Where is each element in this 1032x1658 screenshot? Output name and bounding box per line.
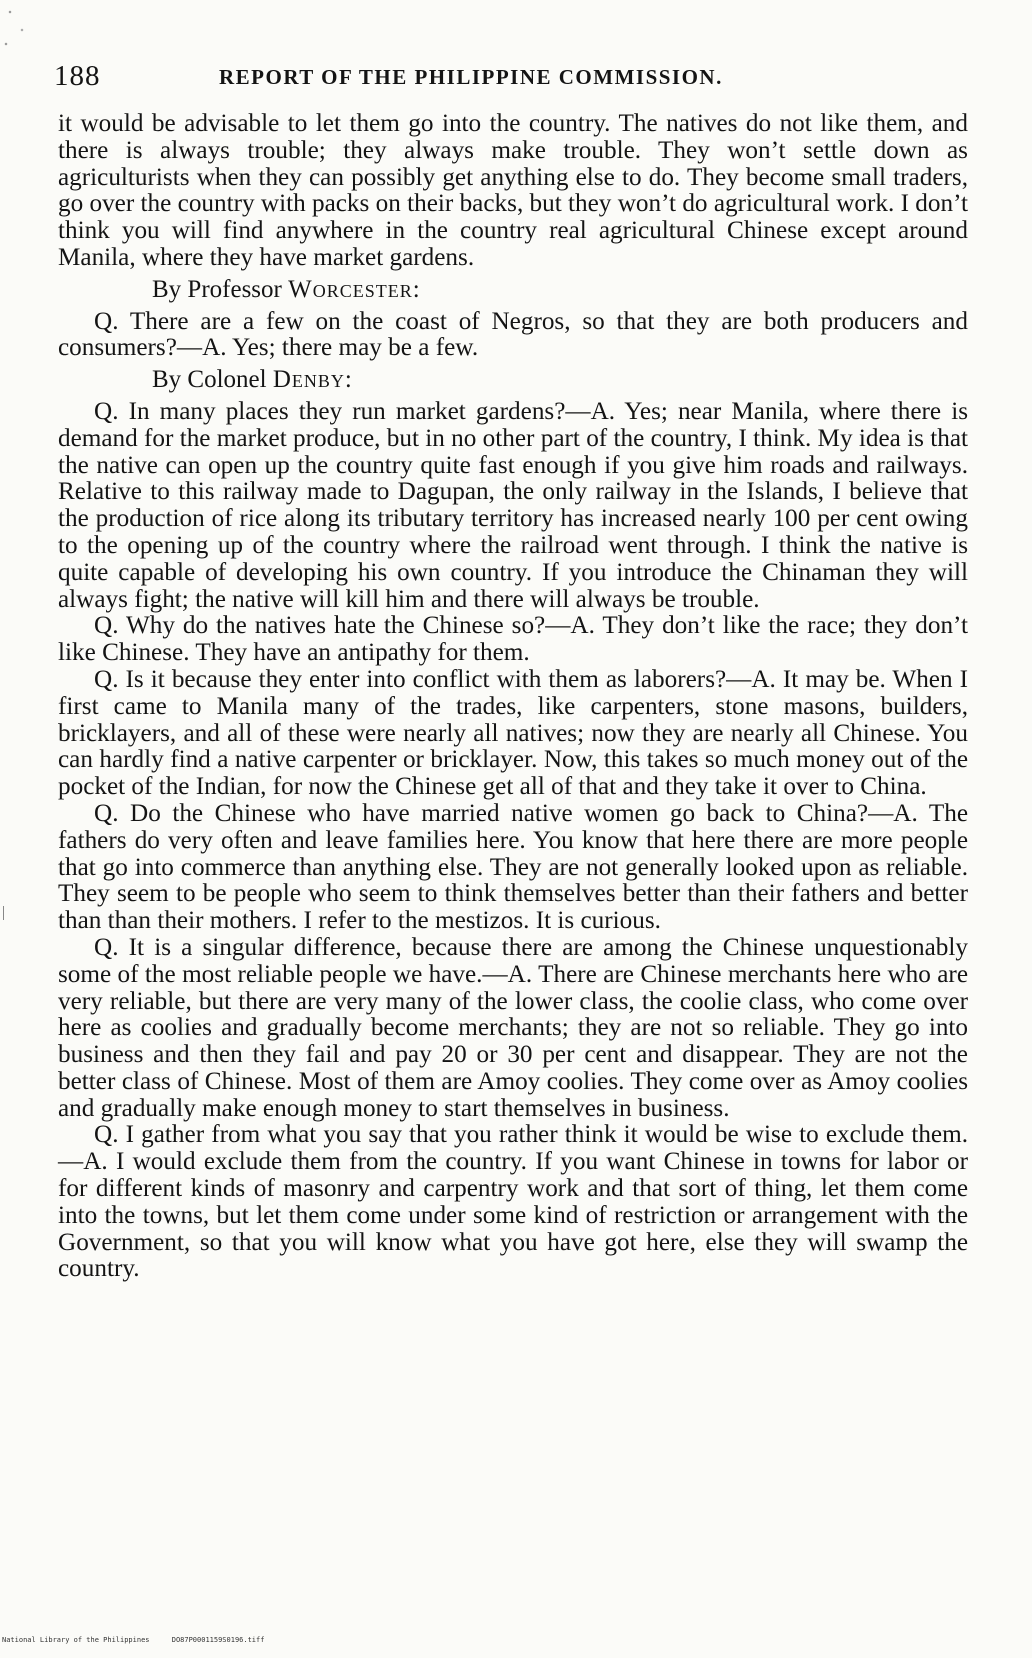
- paragraph-continued: it would be advisable to let them go into the country. The natives do not like them, and there is always trouble; they always make trouble. They won’t settle down as agriculturists when they can possibly get anything else to do. They become small traders, go over the country with packs on their backs, but they won’t do agricultural work. I don’t think you will find anywhere in the country real agricultural Chinese except around Manila, where they have market gardens.: [58, 110, 968, 271]
- page-number: 188: [54, 60, 101, 92]
- question-paragraph: Q. It is a singular difference, because there are among the Chinese unquestionably some of the most reliable people we have.—A. There are Chinese merchants here who are very reliable, but there are very many of the lower class, the coolie class, who come over here as coolies and gradually become merchants; they are not so reliable. They go into business and then they fail and pay 20 or 30 per cent and disappear. They are not the better class of Chinese. Most of them are Amoy coolies. They come over as Amoy coolies and gradually make enough money to start themselves in business.: [58, 933, 968, 1122]
- scan-edge-mark: [3, 906, 7, 920]
- library-credit: National Library of the Philippines: [2, 1636, 150, 1644]
- byline-name: Worcester:: [288, 275, 421, 303]
- byline-prefix: By Professor: [152, 275, 282, 303]
- scan-filename: DO87P0001159S0196.tiff: [171, 1636, 265, 1644]
- scan-speckles: [0, 0, 40, 60]
- question-paragraph: Q. Why do the natives hate the Chinese so?—A. They don’t like the race; they don’t like Chinese. They have an antipathy for them.: [58, 612, 968, 667]
- question-paragraph: Q. There are a few on the coast of Negros, so that they are both producers and consumers?—A. Yes; there may be a few.: [58, 307, 968, 362]
- byline-denby: [152, 367, 968, 394]
- question-paragraph: Q. In many places they run market gardens?—A. Yes; near Manila, where there is demand for the market produce, but in no other part of the country, I think. My idea is that the native can open up the country quite fast enough if you give him roads and railways. Relative to this railway made to Dagupan, the only railway in the Islands, I believe that the production of rice along its tributary territory has increased nearly 100 per cent owing to the opening up of the country where the railroad went through. I think the native is quite capable of developing his own country. If you introduce the Chinaman they will always fight; the native will kill him and there will always be trouble.: [58, 397, 968, 613]
- byline-worcester: [152, 277, 968, 304]
- question-paragraph: Q. I gather from what you say that you rather think it would be wise to exclude them.—A. I would exclude them from the country. If you want Chinese in towns for labor or for different kinds of masonry and carpentry work and that sort of thing, let them come into the towns, but let them come under some kind of restriction or arrangement with the Government, so that you will know what you have got here, else they will swamp the country.: [58, 1121, 968, 1283]
- page-body: [58, 111, 968, 1283]
- running-title: REPORT OF THE PHILIPPINE COMMISSION.: [219, 65, 723, 89]
- page-header: [54, 60, 974, 94]
- byline-prefix: By Colonel: [152, 366, 267, 394]
- byline-name: Denby:: [272, 366, 353, 394]
- question-paragraph: Q. Do the Chinese who have married native women go back to China?—A. The fathers do very often and leave families here. You know that here there are more people that go into commerce than anything else. They are not generally looked upon as reliable. They seem to be people who seem to think themselves better than their fathers and better than than their mothers. I refer to the mestizos. It is curious.: [58, 799, 968, 935]
- scan-footer: [2, 1636, 502, 1644]
- question-paragraph: Q. Is it because they enter into conflict with them as laborers?—A. It may be. When I first came to Manila many of the trades, like carpenters, stone masons, builders, bricklayers, and all of these were nearly all natives; now they are nearly all Chinese. You can hardly find a native carpenter or bricklayer. Now, this takes so much money out of the pocket of the Indian, for now the Chinese get all of that and they take it over to China.: [58, 665, 968, 801]
